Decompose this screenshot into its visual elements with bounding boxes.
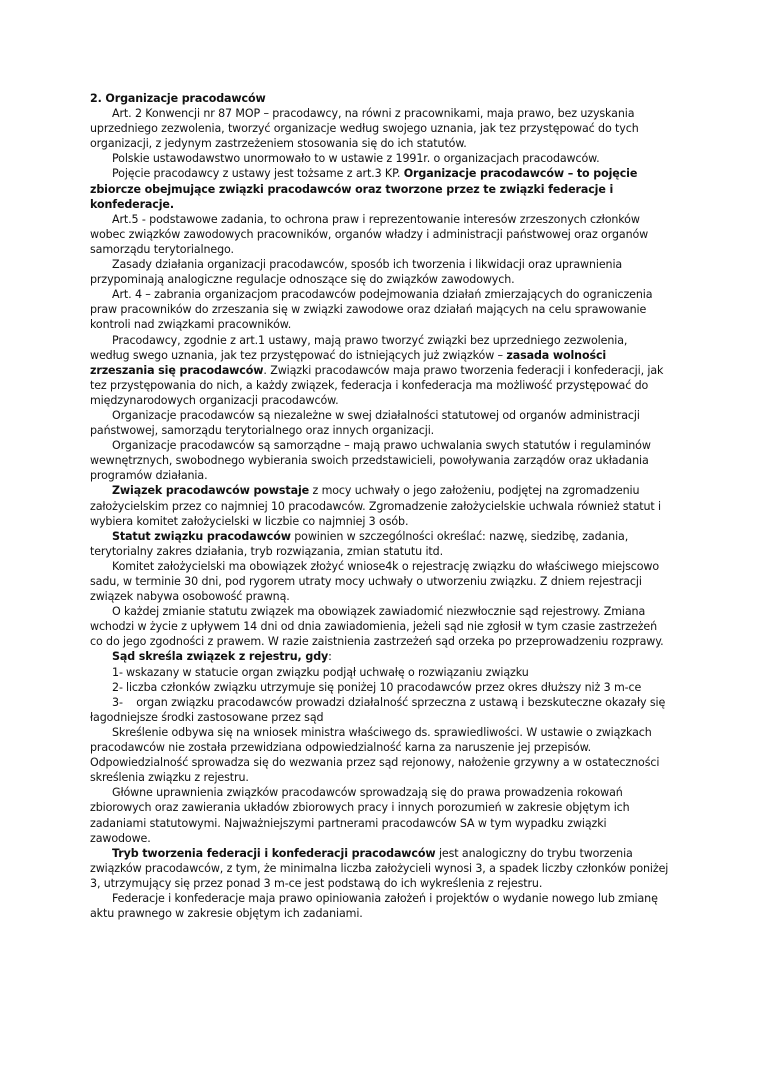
list-item xyxy=(90,680,670,695)
paragraph-art5: Art.5 - podstawowe zadania, to ochrona praw i reprezentowanie interesów zrzeszonych członków wobec związków zawodowych pracowników, organów władzy i administracji państwowej oraz organów samorządu terytorialnego. xyxy=(90,212,649,256)
section-heading: 2. Organizacje pracodawców xyxy=(90,92,266,105)
text-span: powinien w szczególności określać: nazwę, siedzibę, zadania, terytorialny zakres działania, tryb rozwiązania, zmian statutu itd. xyxy=(90,529,629,558)
paragraph-samorzadnosc: Organizacje pracodawców są samorządne – mają prawo uchwalania swych statutów i regulaminów wewnętrznych, swobodnego wybierania swoich przedstawicieli, powoływania zarządów oraz układania programów działania. xyxy=(90,439,651,483)
paragraph-niezaleznosc: Organizacje pracodawców są niezależne w swej działalności statutowej od organów administracji państwowej, samorządu terytorialnego oraz innych organizacji. xyxy=(90,408,640,438)
list-item xyxy=(90,665,670,680)
list-item-text: wskazany w statucie organ związku podjął uchwałę o rozwiązaniu związku xyxy=(126,665,529,679)
paragraph-ustawodawstwo: Polskie ustawodawstwo unormowało to w ustawie z 1991r. o organizacjach pracodawców. xyxy=(112,152,600,166)
paragraph-zmiana-statutu: O każdej zmianie statutu związek ma obowiązek zawiadomić niezwłocznie sąd rejestrowy. Zmiana wchodzi w życie z upływem 14 dni od dnia zawiadomienia, jeżeli sąd nie zgłosił w tym czasie zastrzeżeń co do jego zgodności z prawem. W razie zaistnienia zastrzeżeń sąd orzeka po przeprowadzeniu rozprawy. xyxy=(90,605,664,649)
list-item-text: organ związku pracodawców prowadzi działalność sprzeczna z ustawą i bezskuteczne okazały się łagodniejsze środki zastosowane przez sąd xyxy=(90,695,666,724)
paragraph-statut xyxy=(90,529,670,559)
paragraph-art4: Art. 4 – zabrania organizacjom pracodawców podejmowania działań zmierzających do ograniczenia praw pracowników do zrzeszania się w związki zawodowe oraz działań mających na celu sprawowanie kontroli nad związkami pracowników. xyxy=(90,288,653,332)
text-span: : xyxy=(328,650,332,664)
bold-term: Sąd skreśla związek z rejestru, gdy xyxy=(112,650,329,664)
list-item-number: 2- xyxy=(112,680,123,694)
bold-term: zasada wolności zrzeszania się pracodawców xyxy=(90,348,607,377)
paragraph-wniosek-ministra: Skreślenie odbywa się na wniosek ministra właściwego ds. sprawiedliwości. W ustawie o związkach pracodawców nie została przewidziana odpowiedzialność karna za naruszenie jej przepisów. Odpowiedzialność sprowadza się do wezwania przez sąd rejonowy, nałożenie grzywny a w ostateczności skreślenia związku z rejestru. xyxy=(90,725,660,785)
paragraph-federacje-tryb xyxy=(90,846,670,891)
list-item-number: 3- xyxy=(112,695,123,709)
text-span: Pracodawcy, zgodnie z art.1 ustawy, mają prawo tworzyć związki bez uprzedniego zezwolenia, według swego uznania, jak tez przystępować do istniejących już związków – xyxy=(90,333,628,362)
paragraph-powstanie-zwiazku xyxy=(90,483,670,528)
list-item xyxy=(90,695,670,725)
list-item-number: 1- xyxy=(112,665,123,679)
paragraph-zasada-wolnosci xyxy=(90,333,670,408)
paragraph-uprawnienia: Główne uprawnienia związków pracodawców sprowadzają się do prawa prowadzenia rokowań zbiorowych oraz zawierania układów zbiorowych pracy i innych porozumień w zakresie objętym ich zadaniami statutowymi. Najważniejszymi partnerami pracodawców SA w tym wypadku związki zawodowe. xyxy=(90,786,630,845)
list-item-text: liczba członków związku utrzymuje się poniżej 10 pracodawców przez okres dłuższy niż 3 m-ce xyxy=(126,680,642,694)
paragraph-zasady-dzialania: Zasady działania organizacji pracodawców, sposób ich tworzenia i likwidacji oraz uprawnienia przypominają analogiczne regulacje odnoszące się do związków zawodowych. xyxy=(90,258,623,287)
bold-definition: Organizacje pracodawców – to pojęcie zbiorcze obejmujące związki pracodawców oraz tworzone przez te związki federacje i konfederacje. xyxy=(90,167,638,211)
bold-term: Związek pracodawców powstaje xyxy=(112,484,310,498)
text-span: Pojęcie pracodawcy z ustawy jest tożsame z art.3 KP. xyxy=(112,167,404,181)
text-span: z mocy uchwały o jego założeniu, podjętej na zgromadzeniu założycielskim przez co najmniej 10 pracodawców. Zgromadzenie założycielskie uchwala również statut i wybiera komitet założycielski w liczbie co najmniej 3 osób. xyxy=(90,484,662,528)
bold-term: Statut związku pracodawców xyxy=(112,529,291,543)
bold-term: Tryb tworzenia federacji i konfederacji pracodawców xyxy=(112,846,436,860)
skreslenie-list xyxy=(90,665,670,725)
paragraph-komitet: Komitet założycielski ma obowiązek złożyć wniose4k o rejestrację związku do właściwego miejscowo sadu, w terminie 30 dni, pod rygorem utraty mocy uchwały o utworzeniu związku. Z dniem rejestracji związek nabywa osobowość prawną. xyxy=(90,559,659,604)
text-span: . Związki pracodawców maja prawo tworzenia federacji i konfederacji, jak tez przystępowania do nich, a każdy związek, federacja i konfederacja ma możliwość przystępować do międzynarodowych organizacji pracodawców. xyxy=(90,363,664,407)
paragraph-pojecie-pracodawcy xyxy=(90,166,670,211)
paragraph-opiniowanie: Federacje i konfederacje maja prawo opiniowania założeń i projektów o wydanie nowego lub zmianę aktu prawnego w zakresie objętym ich zadaniami. xyxy=(90,891,658,921)
document-page xyxy=(90,91,670,921)
text-span: jest analogiczny do trybu tworzenia związków pracodawców, z tym, że minimalna liczba założycieli wynosi 3, a spadek liczby członków poniżej 3, utrzymujący się przez ponad 3 m-ce jest podstawą do ich wykreślenia z rejestru. xyxy=(90,846,669,890)
paragraph-art2-konwencji: Art. 2 Konwencji nr 87 MOP – pracodawcy, na równi z pracownikami, maja prawo, bez uzyskania uprzedniego zezwolenia, tworzyć organizacje według swojego uznania, jak tez przystępować do tych organizacji, z jedynym zastrzeżeniem stosowania się do ich statutów. xyxy=(90,107,639,151)
paragraph-skreslenie-intro xyxy=(90,649,670,664)
